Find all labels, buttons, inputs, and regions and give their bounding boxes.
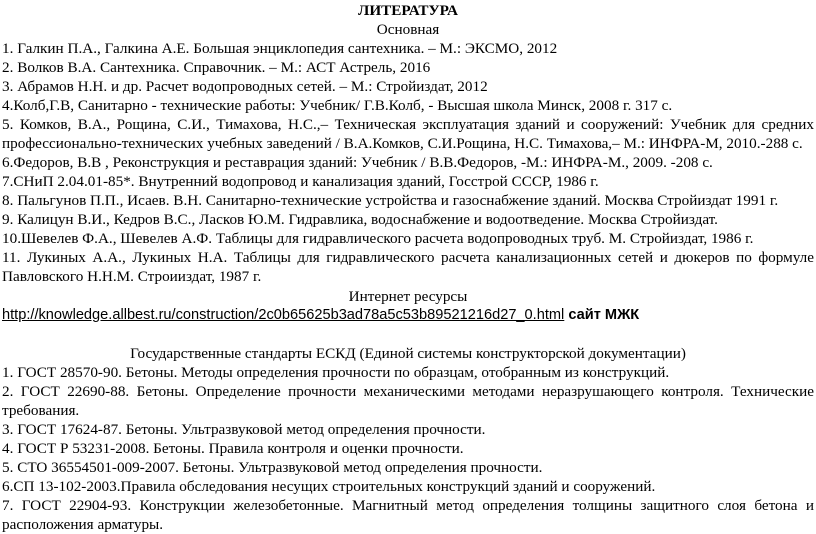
- main-ref-1: 1. Галкин П.А., Галкина А.Е. Большая энциклопедия сантехника. – М.: ЭКСМО, 2012: [2, 40, 558, 57]
- link-suffix: сайт МЖК: [564, 307, 640, 323]
- standard-1: 1. ГОСТ 28570-90. Бетоны. Методы определения прочности по образцам, отобранным из конструкций.: [2, 364, 670, 381]
- main-ref-4: 4.Колб,Г.В, Санитарно - технические работы: Учебник/ Г.В.Колб, - Высшая школа Минск, 2008 г. 317 с.: [2, 97, 673, 114]
- knowledge-allbest-link[interactable]: http://knowledge.allbest.ru/construction/2c0b65625b3ad78a5c53b89521216d27_0.html: [2, 307, 565, 323]
- main-ref-7: 7.СНиП 2.04.01-85*. Внутренний водопровод и канализация зданий, Госстрой СССР, 1986 г.: [2, 173, 599, 190]
- standards-heading: Государственные стандарты ЕСКД (Единой системы конструкторской документации): [130, 345, 686, 362]
- main-ref-9: 9. Калицун В.И., Кедров В.С., Ласков Ю.М. Гидравлика, водоснабжение и водоотведение. Москва Стройиздат.: [2, 211, 718, 228]
- standard-7: 7. ГОСТ 22904-93. Конструкции железобетонные. Магнитный метод определения толщины защитного слоя бетона и расположения арматуры.: [2, 497, 814, 533]
- page-title: ЛИТЕРАТУРА: [358, 2, 458, 19]
- main-ref-5: 5. Комков, В.А., Рощина, С.И., Тимахова, Н.С.,– Техническая эксплуатация зданий и сооружений: Учебник для средних профессионально-технических учебных заведений / В.А.Комков, С.И.Рощина, Н.С. Тимахова,– М.: ИНФРА-М, 2010.-288 с.: [2, 116, 814, 152]
- internet-resource-line: [2, 306, 814, 325]
- main-ref-11: 11. Лукиных А.А., Лукиных Н.А. Таблицы для гидравлического расчета канализационных сетей и дюкеров по формуле Павловского Н.Н.М. Строииздат, 1987 г.: [2, 249, 814, 285]
- main-ref-8: 8. Пальгунов П.П., Исаев. В.Н. Санитарно-технические устройства и газоснабжение зданий. Москва Стройиздат 1991 г.: [2, 192, 779, 209]
- standard-4: 4. ГОСТ Р 53231-2008. Бетоны. Правила контроля и оценки прочности.: [2, 440, 464, 457]
- standard-3: 3. ГОСТ 17624-87. Бетоны. Ультразвуковой метод определения прочности.: [2, 421, 486, 438]
- standard-5: 5. СТО 36554501-009-2007. Бетоны. Ультразвуковой метод определения прочности.: [2, 459, 543, 476]
- main-literature-heading: Основная: [376, 21, 440, 38]
- main-ref-6: 6.Федоров, В.В , Реконструкция и реставрация зданий: Учебник / В.В.Федоров, -М.: ИНФРА-М., 2009. -208 с.: [2, 154, 713, 171]
- standard-2: 2. ГОСТ 22690-88. Бетоны. Определение прочности механическими методами неразрушающего контроля. Технические требования.: [2, 383, 814, 419]
- internet-resources-heading: Интернет ресурсы: [348, 288, 468, 305]
- main-ref-3: 3. Абрамов Н.Н. и др. Расчет водопроводных сетей. – М.: Стройиздат, 2012: [2, 78, 488, 95]
- main-ref-10: 10.Шевелев Ф.А., Шевелев А.Ф. Таблицы для гидравлического расчета водопроводных труб. М. Стройиздат, 1986 г.: [2, 230, 754, 247]
- standard-6: 6.СП 13-102-2003.Правила обследования несущих строительных конструкций зданий и сооружений.: [2, 478, 656, 495]
- spacer: [2, 325, 814, 344]
- main-ref-2: 2. Волков В.А. Сантехника. Справочник. – М.: АСТ Астрель, 2016: [2, 59, 431, 76]
